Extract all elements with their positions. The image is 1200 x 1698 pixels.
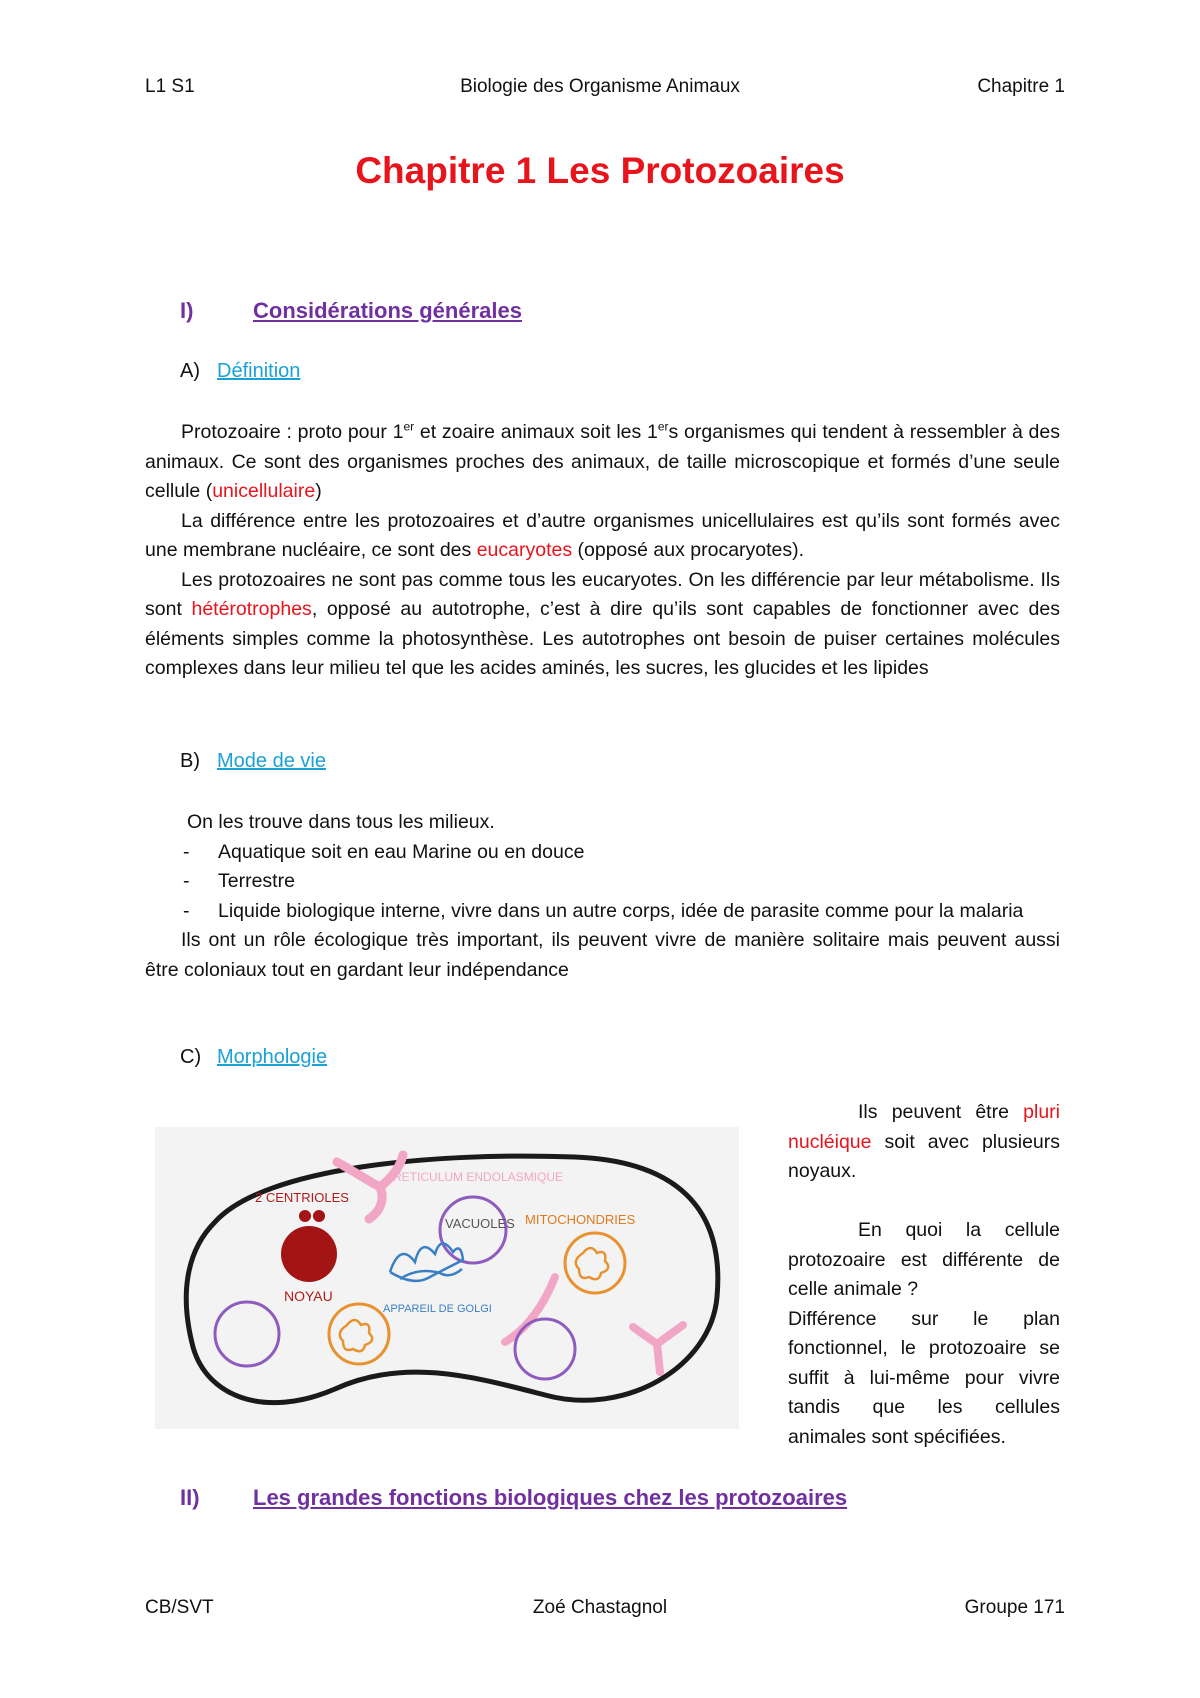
list-item: - Liquide biologique interne, vivre dans un autre corps, idée de parasite comme pour la malaria bbox=[183, 899, 1024, 922]
highlight-heterotrophes: hétérotrophes bbox=[191, 598, 312, 620]
footer-right: Groupe 171 bbox=[964, 1597, 1065, 1618]
subsection-c-label: Morphologie bbox=[217, 1046, 328, 1068]
morphology-side-text bbox=[788, 1098, 1060, 1452]
page-title: Chapitre 1 Les Protozoaires bbox=[355, 150, 845, 191]
section-2-number: II) bbox=[180, 1485, 200, 1510]
header-center: Biologie des Organisme Animaux bbox=[460, 76, 740, 97]
label-golgi: APPAREIL DE GOLGI bbox=[383, 1303, 492, 1315]
highlight-pluri-nucleique: pluri nucléique bbox=[788, 1101, 1060, 1153]
protozoan-cell-diagram bbox=[155, 1127, 739, 1429]
centriole-icon bbox=[299, 1210, 311, 1222]
section-2-label: Les grandes fonctions biologiques chez les protozoaires bbox=[253, 1485, 848, 1510]
vacuole-icon bbox=[515, 1319, 575, 1379]
label-noyau: NOYAU bbox=[284, 1288, 333, 1304]
subsection-a-letter: A) bbox=[180, 360, 200, 382]
highlight-unicellulaire: unicellulaire bbox=[212, 480, 316, 502]
golgi-icon bbox=[390, 1243, 463, 1280]
footer-left: CB/SVT bbox=[145, 1597, 214, 1618]
mitochondrion-icon bbox=[565, 1233, 625, 1293]
reticulum-y-icon bbox=[633, 1325, 683, 1372]
subsection-b-label: Mode de vie bbox=[217, 750, 326, 772]
centriole-icon bbox=[313, 1210, 325, 1222]
side-paragraph-3: Différence sur le plan fonctionnel, le protozoaire se suffit à lui-même pour vivre tandis que les cellules animales sont spécifiées. bbox=[788, 1307, 1060, 1448]
label-reticulum: RETICULUM ENDOLASMIQUE bbox=[393, 1170, 564, 1184]
header-right: Chapitre 1 bbox=[977, 76, 1065, 97]
subsection-a-label: Définition bbox=[217, 360, 301, 382]
section-1-label: Considérations générales bbox=[253, 298, 522, 323]
subsection-c-heading bbox=[180, 1046, 327, 1069]
section-2-heading bbox=[180, 1485, 847, 1511]
subsection-b-letter: B) bbox=[180, 750, 200, 772]
mitochondrion-cristae bbox=[340, 1320, 372, 1351]
definition-paragraph-3: Les protozoaires ne sont pas comme tous les eucaryotes. On les différencie par leur métabolisme. Ils sont hétérotrophes, opposé au autotrophe, c’est à dire qu’ils sont capables de fonctionner avec des éléments simples comme la photosynthèse. Les autotrophes ont besoin de puiser certaines molécules complexes dans leur milieu tel que les acides aminés, les sucres, les glucides et les lipides bbox=[145, 568, 1060, 679]
mode-outro: Ils ont un rôle écologique très important, ils peuvent vivre de manière solitaire mais peuvent aussi être coloniaux tout en gardant leur indépendance bbox=[145, 929, 1060, 981]
vacuole-icon bbox=[215, 1302, 279, 1366]
definition-paragraph-2: La différence entre les protozoaires et d’autre organismes unicellulaires est qu’ils sont formés avec une membrane nucléaire, ce sont des eucaryotes (opposé aux procaryotes). bbox=[145, 509, 1060, 561]
subsection-c-letter: C) bbox=[180, 1046, 202, 1068]
mitochondrion-icon bbox=[329, 1304, 389, 1364]
side-paragraph-1: Ils peuvent être pluri nucléique soit avec plusieurs noyaux. bbox=[788, 1101, 1060, 1182]
nucleus-icon bbox=[281, 1226, 337, 1282]
reticulum-rod-icon bbox=[505, 1277, 555, 1342]
mode-intro: On les trouve dans tous les milieux. bbox=[187, 811, 495, 833]
label-mitochondries: MITOCHONDRIES bbox=[525, 1212, 636, 1227]
header-left: L1 S1 bbox=[145, 76, 195, 97]
definition-paragraph-1: Protozoaire : proto pour 1er et zoaire animaux soit les 1ers organismes qui tendent à ressembler à des animaux. Ce sont des organismes proches des animaux, de taille microscopique et formés d’une seule cellule (unicellulaire) bbox=[145, 419, 1060, 502]
mitochondrion-cristae bbox=[576, 1248, 608, 1279]
section-1-heading bbox=[180, 298, 522, 324]
definition-text bbox=[145, 418, 1060, 684]
section-1-number: I) bbox=[180, 298, 194, 323]
label-centrioles: 2 CENTRIOLES bbox=[255, 1190, 349, 1205]
subsection-a-heading bbox=[180, 360, 300, 383]
highlight-eucaryotes: eucaryotes bbox=[476, 539, 573, 561]
subsection-b-heading bbox=[180, 750, 326, 773]
footer-center: Zoé Chastagnol bbox=[532, 1597, 668, 1618]
label-vacuoles: VACUOLES bbox=[445, 1216, 515, 1231]
list-item: - Aquatique soit en eau Marine ou en douce bbox=[183, 840, 585, 863]
mode-de-vie-text bbox=[145, 808, 1060, 985]
side-paragraph-2: En quoi la cellule protozoaire est différente de celle animale ? bbox=[788, 1219, 1060, 1300]
list-item: - Terrestre bbox=[183, 870, 295, 892]
cell-drawing bbox=[155, 1127, 739, 1429]
